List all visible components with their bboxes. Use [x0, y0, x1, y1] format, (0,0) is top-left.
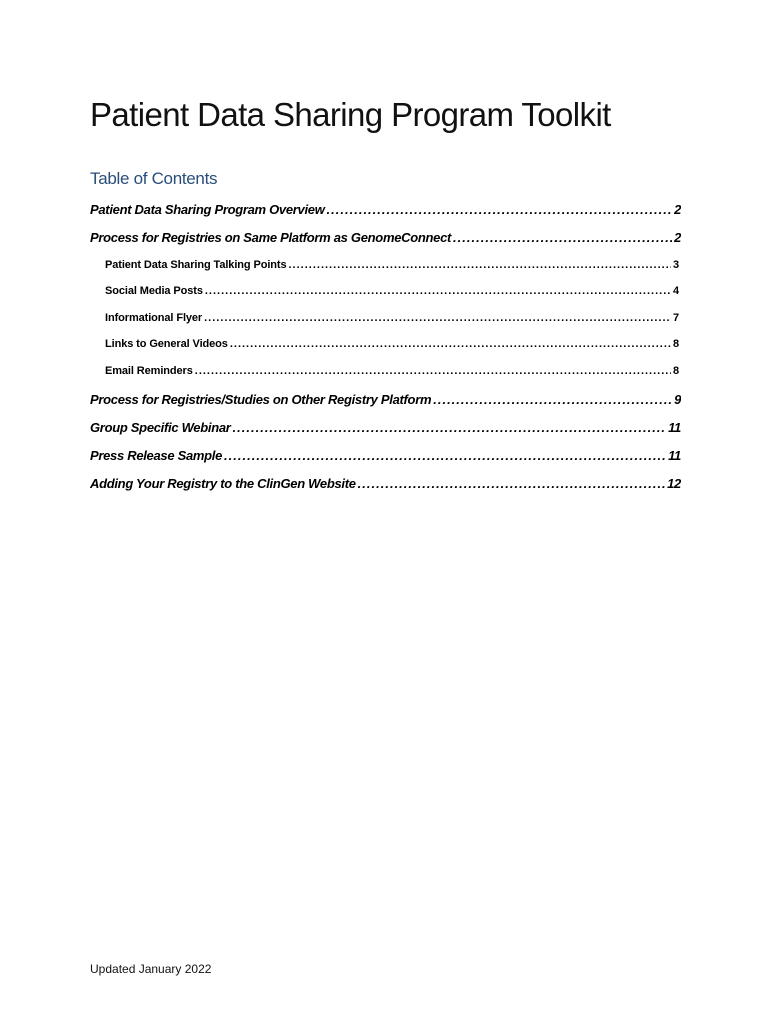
toc-entry-title: Patient Data Sharing Program Overview — [90, 202, 325, 217]
toc-dot-leader — [433, 392, 672, 407]
toc-page-number: 3 — [672, 259, 679, 271]
toc-entry-title: Email Reminders — [105, 365, 193, 377]
toc-page-number: 8 — [672, 365, 679, 377]
toc-entry-press-release[interactable] — [90, 448, 681, 463]
toc-entry-email-reminders[interactable] — [105, 365, 679, 377]
toc-entry-title: Informational Flyer — [105, 312, 203, 324]
toc-page-number: 4 — [672, 285, 679, 297]
toc-dot-leader — [224, 448, 666, 463]
toc-page-number: 12 — [667, 476, 681, 491]
document-title: Patient Data Sharing Program Toolkit — [90, 96, 611, 133]
toc-entry-social-media[interactable] — [105, 285, 679, 297]
toc-entry-title: Social Media Posts — [105, 285, 203, 297]
toc-entry-title: Process for Registries/Studies on Other Registry Platform — [90, 392, 432, 407]
toc-page-number: 9 — [674, 392, 681, 407]
footer-updated-date: Updated January 2022 — [90, 962, 212, 976]
toc-dot-leader — [453, 230, 672, 245]
toc-entry-title: Process for Registries on Same Platform as GenomeConnect — [90, 230, 452, 245]
toc-entry-flyer[interactable] — [105, 312, 679, 324]
toc-entry-videos[interactable] — [105, 338, 679, 350]
toc-page-number: 2 — [674, 202, 681, 217]
toc-dot-leader — [230, 338, 671, 350]
toc-page-number: 7 — [672, 312, 679, 324]
toc-entry-clingen-website[interactable] — [90, 476, 681, 491]
toc-entry-talking-points[interactable] — [105, 259, 679, 271]
toc-dot-leader — [195, 365, 671, 377]
toc-dot-leader — [205, 285, 671, 297]
toc-dot-leader — [327, 202, 673, 217]
toc-page-number: 11 — [668, 420, 681, 435]
toc-entry-title: Press Release Sample — [90, 448, 223, 463]
toc-entry-title: Group Specific Webinar — [90, 420, 231, 435]
toc-page-number: 11 — [668, 448, 681, 463]
toc-entry-other-platform[interactable] — [90, 392, 681, 407]
toc-page-number: 2 — [674, 230, 681, 245]
toc-dot-leader — [289, 259, 671, 271]
toc-entry-title: Patient Data Sharing Talking Points — [105, 259, 287, 271]
toc-entry-title: Links to General Videos — [105, 338, 228, 350]
toc-entry-overview[interactable] — [90, 202, 681, 217]
toc-dot-leader — [233, 420, 667, 435]
toc-page-number: 8 — [672, 338, 679, 350]
toc-dot-leader — [358, 476, 665, 491]
toc-entry-webinar[interactable] — [90, 420, 681, 435]
toc-entry-same-platform[interactable] — [90, 230, 681, 245]
toc-heading: Table of Contents — [90, 169, 218, 188]
toc-dot-leader — [204, 312, 671, 324]
toc-entry-title: Adding Your Registry to the ClinGen Website — [90, 476, 356, 491]
